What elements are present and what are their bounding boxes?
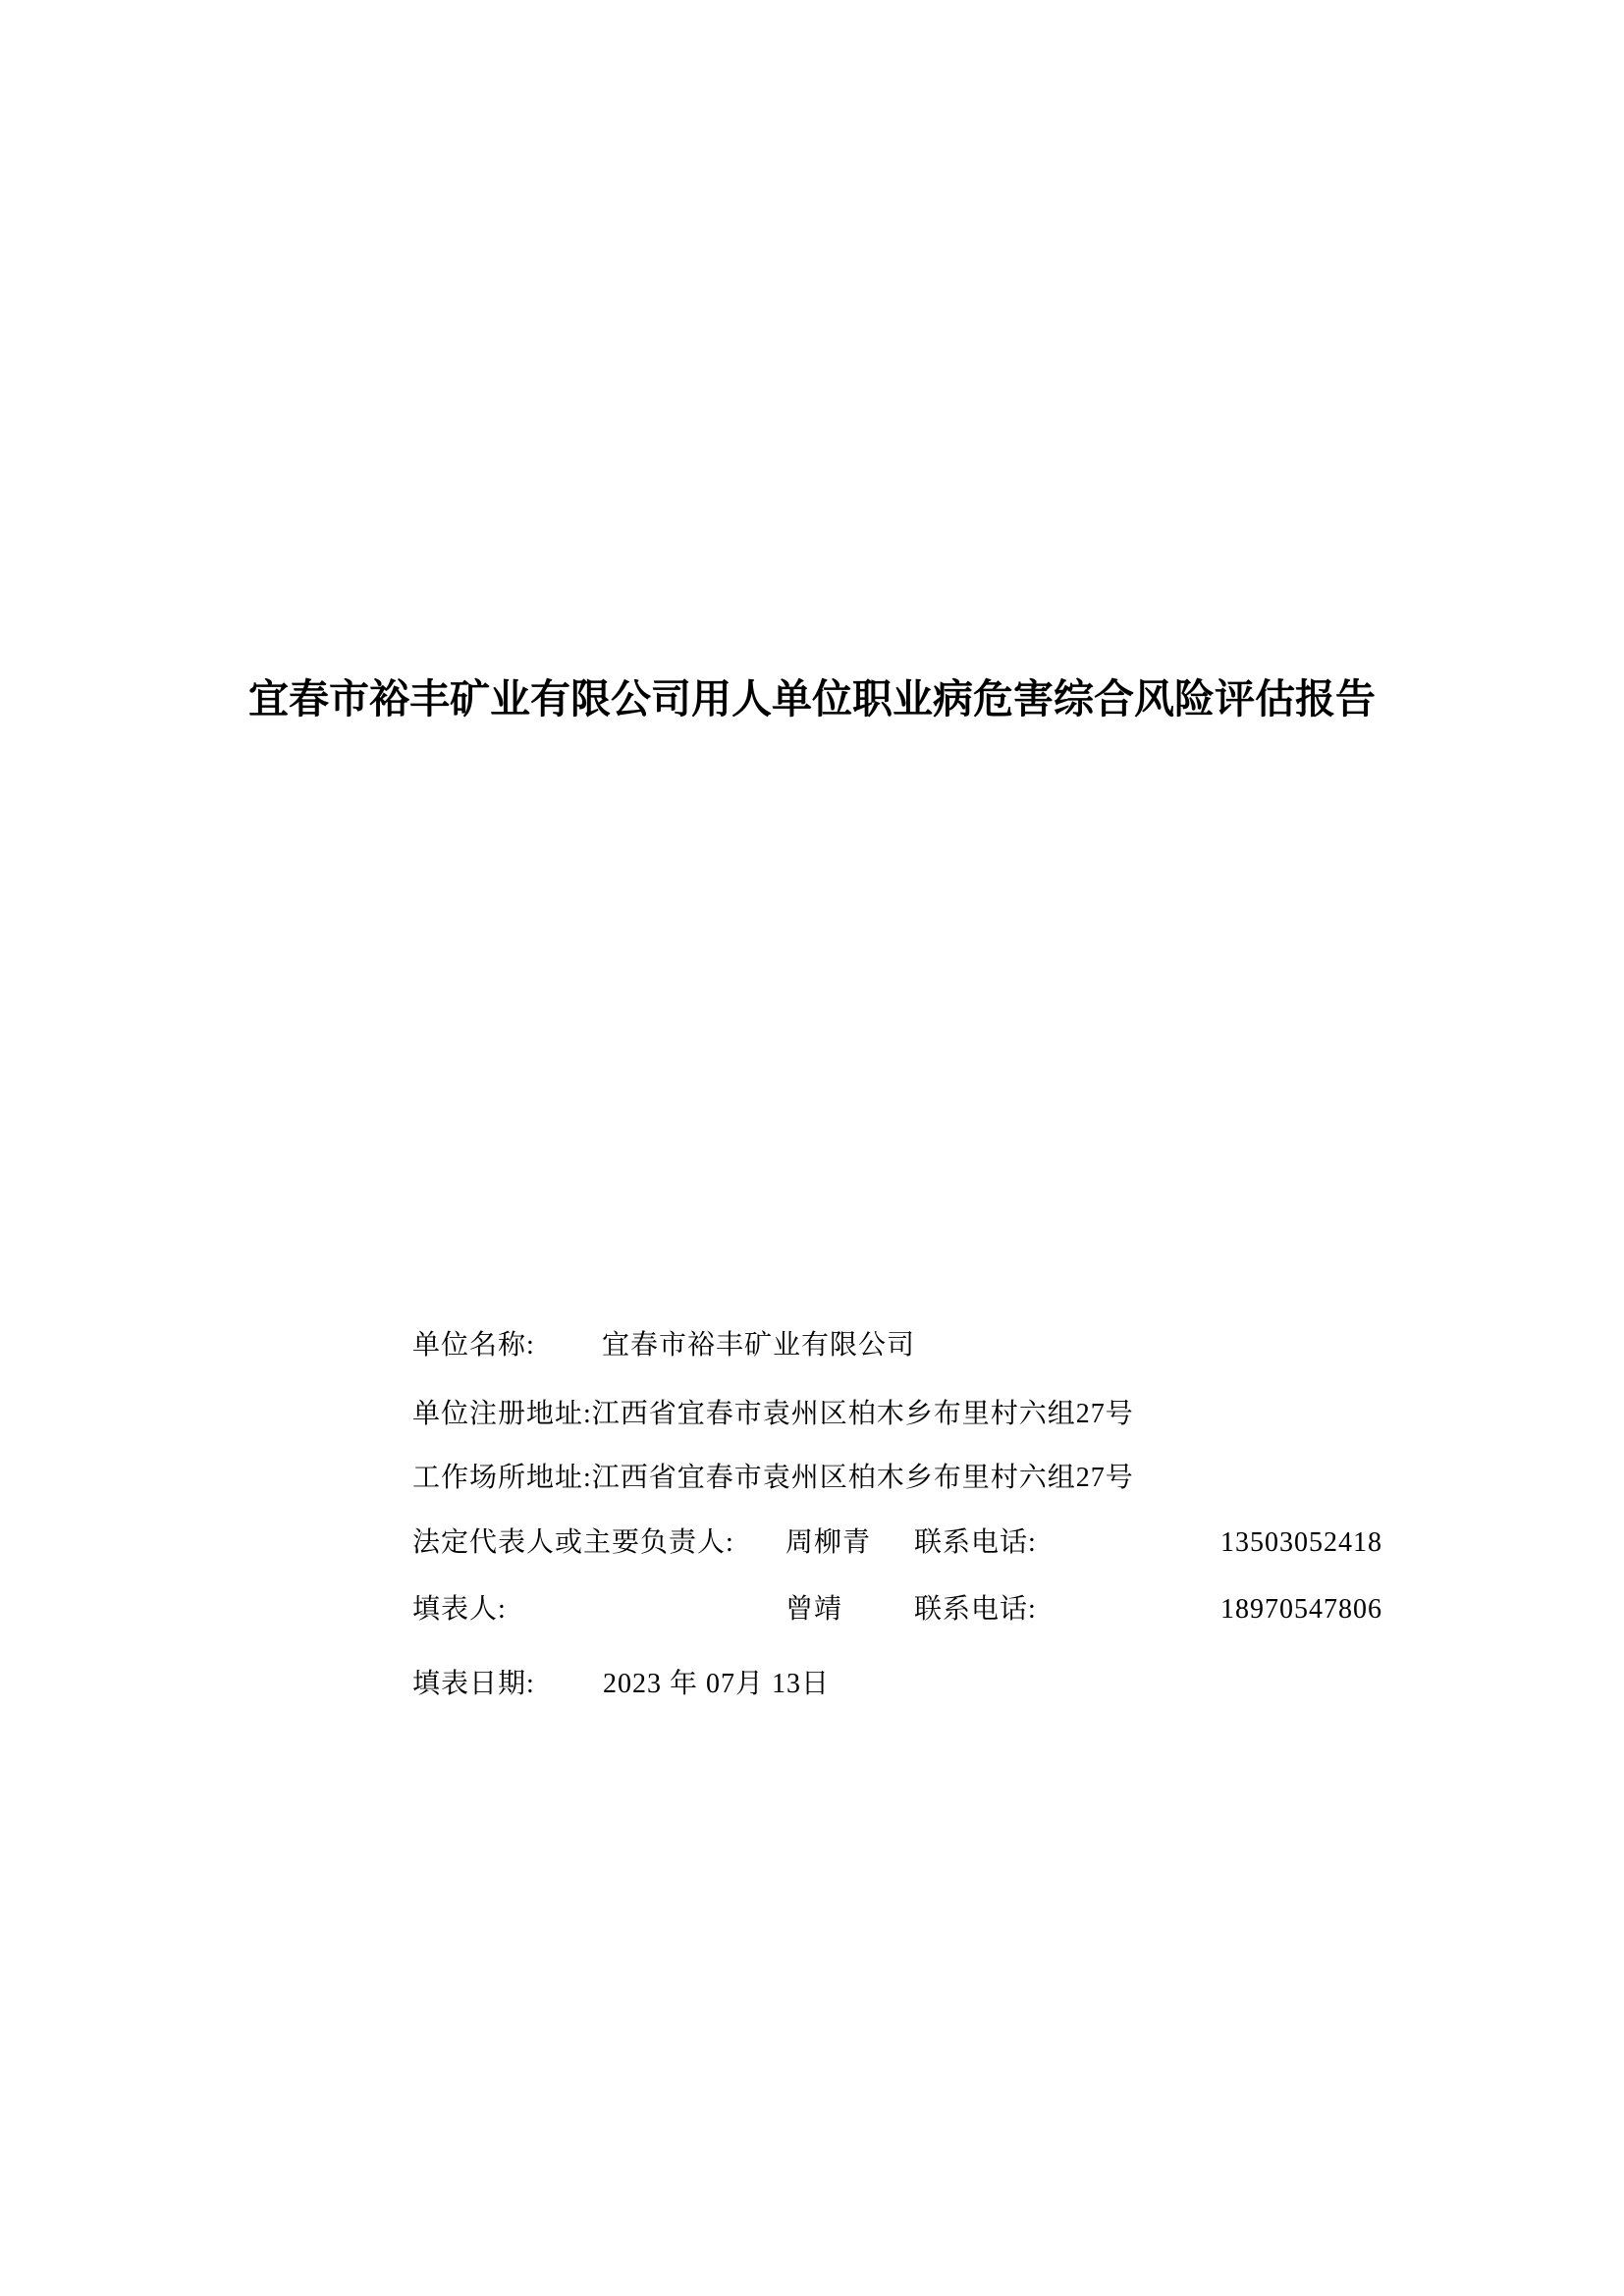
form-filler-phone-label: 联系电话: <box>914 1594 1037 1625</box>
registered-address-line <box>412 1400 1134 1429</box>
legal-representative-row <box>0 1528 1624 1560</box>
registered-address-row <box>0 1400 1624 1431</box>
fill-date-label: 填表日期: <box>412 1669 535 1699</box>
unit-name-row <box>0 1331 1624 1362</box>
fill-date-value: 2023 年 07月 13日 <box>603 1669 831 1699</box>
workplace-address-row <box>0 1464 1624 1495</box>
unit-name-value: 宜春市裕丰矿业有限公司 <box>602 1330 916 1361</box>
unit-name-label: 单位名称: <box>412 1330 535 1361</box>
registered-address-label: 单位注册地址: <box>412 1399 592 1429</box>
form-filler-phone-number: 18970547806 <box>1220 1594 1382 1625</box>
legal-representative-phone-number: 13503052418 <box>1220 1527 1382 1558</box>
legal-representative-phone-label: 联系电话: <box>914 1527 1037 1558</box>
workplace-address-value: 江西省宜春市袁州区柏木乡布里村六组27号 <box>591 1463 1134 1493</box>
legal-representative-name: 周柳青 <box>785 1527 872 1558</box>
form-filler-name: 曾靖 <box>785 1594 843 1625</box>
workplace-address-line <box>412 1464 1134 1493</box>
legal-representative-label: 法定代表人或主要负责人: <box>412 1527 734 1558</box>
registered-address-value: 江西省宜春市袁州区柏木乡布里村六组27号 <box>591 1399 1134 1429</box>
form-filler-label: 填表人: <box>412 1594 507 1625</box>
form-filler-row <box>0 1595 1624 1627</box>
report-title: 宜春市裕丰矿业有限公司用人单位职业病危害综合风险评估报告 <box>248 676 1376 721</box>
workplace-address-label: 工作场所地址: <box>412 1463 592 1493</box>
fill-date-row <box>0 1670 1624 1701</box>
